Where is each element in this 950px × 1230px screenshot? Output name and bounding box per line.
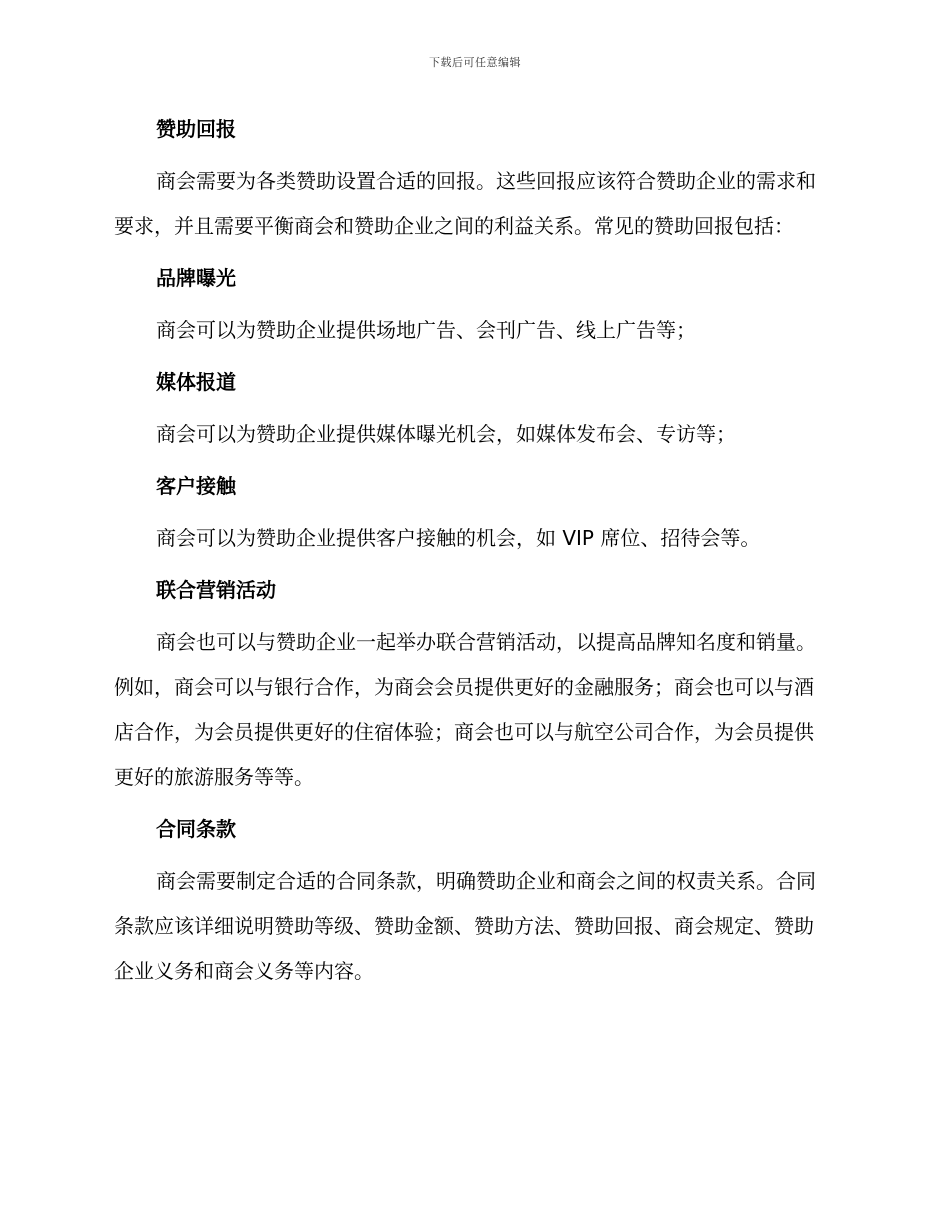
- section-heading-contract-terms: 合同条款: [156, 817, 236, 841]
- section-paragraph-joint-marketing: 商会也可以与赞助企业一起举办联合营销活动，以提高品牌知名度和销量。例如，商会可以与银行合作，为商会会员提供更好的金融服务；商会也可以与酒店合作，为会员提供更好的住宿体验；商会也可以与航空公司合作，为会员提供更好的旅游服务等等。: [114, 630, 816, 789]
- section-paragraph-sponsorship-returns: 商会需要为各类赞助设置合适的回报。这些回报应该符合赞助企业的需求和要求，并且需要平衡商会和赞助企业之间的利益关系。常见的赞助回报包括：: [114, 169, 816, 238]
- section-paragraph-contract-terms: 商会需要制定合适的合同条款，明确赞助企业和商会之间的权责关系。合同条款应该详细说明赞助等级、赞助金额、赞助方法、赞助回报、商会规定、赞助企业义务和商会义务等内容。: [114, 869, 816, 983]
- section-heading-customer-contact: 客户接触: [156, 474, 236, 498]
- section-heading-sponsorship-returns: 赞助回报: [156, 117, 236, 141]
- section-paragraph-brand-exposure: 商会可以为赞助企业提供场地广告、会刊广告、线上广告等；: [156, 318, 696, 342]
- section-paragraph-media-coverage: 商会可以为赞助企业提供媒体曝光机会，如媒体发布会、专访等；: [156, 422, 736, 446]
- document-body: [114, 112, 832, 994]
- section-heading-brand-exposure: 品牌曝光: [156, 266, 236, 290]
- section-heading-joint-marketing: 联合营销活动: [156, 578, 276, 602]
- section-heading-media-coverage: 媒体报道: [156, 370, 236, 394]
- section-paragraph-customer-contact: 商会可以为赞助企业提供客户接触的机会，如 VIP 席位、招待会等。: [156, 526, 761, 550]
- page-header-note: 下载后可任意编辑: [429, 56, 521, 69]
